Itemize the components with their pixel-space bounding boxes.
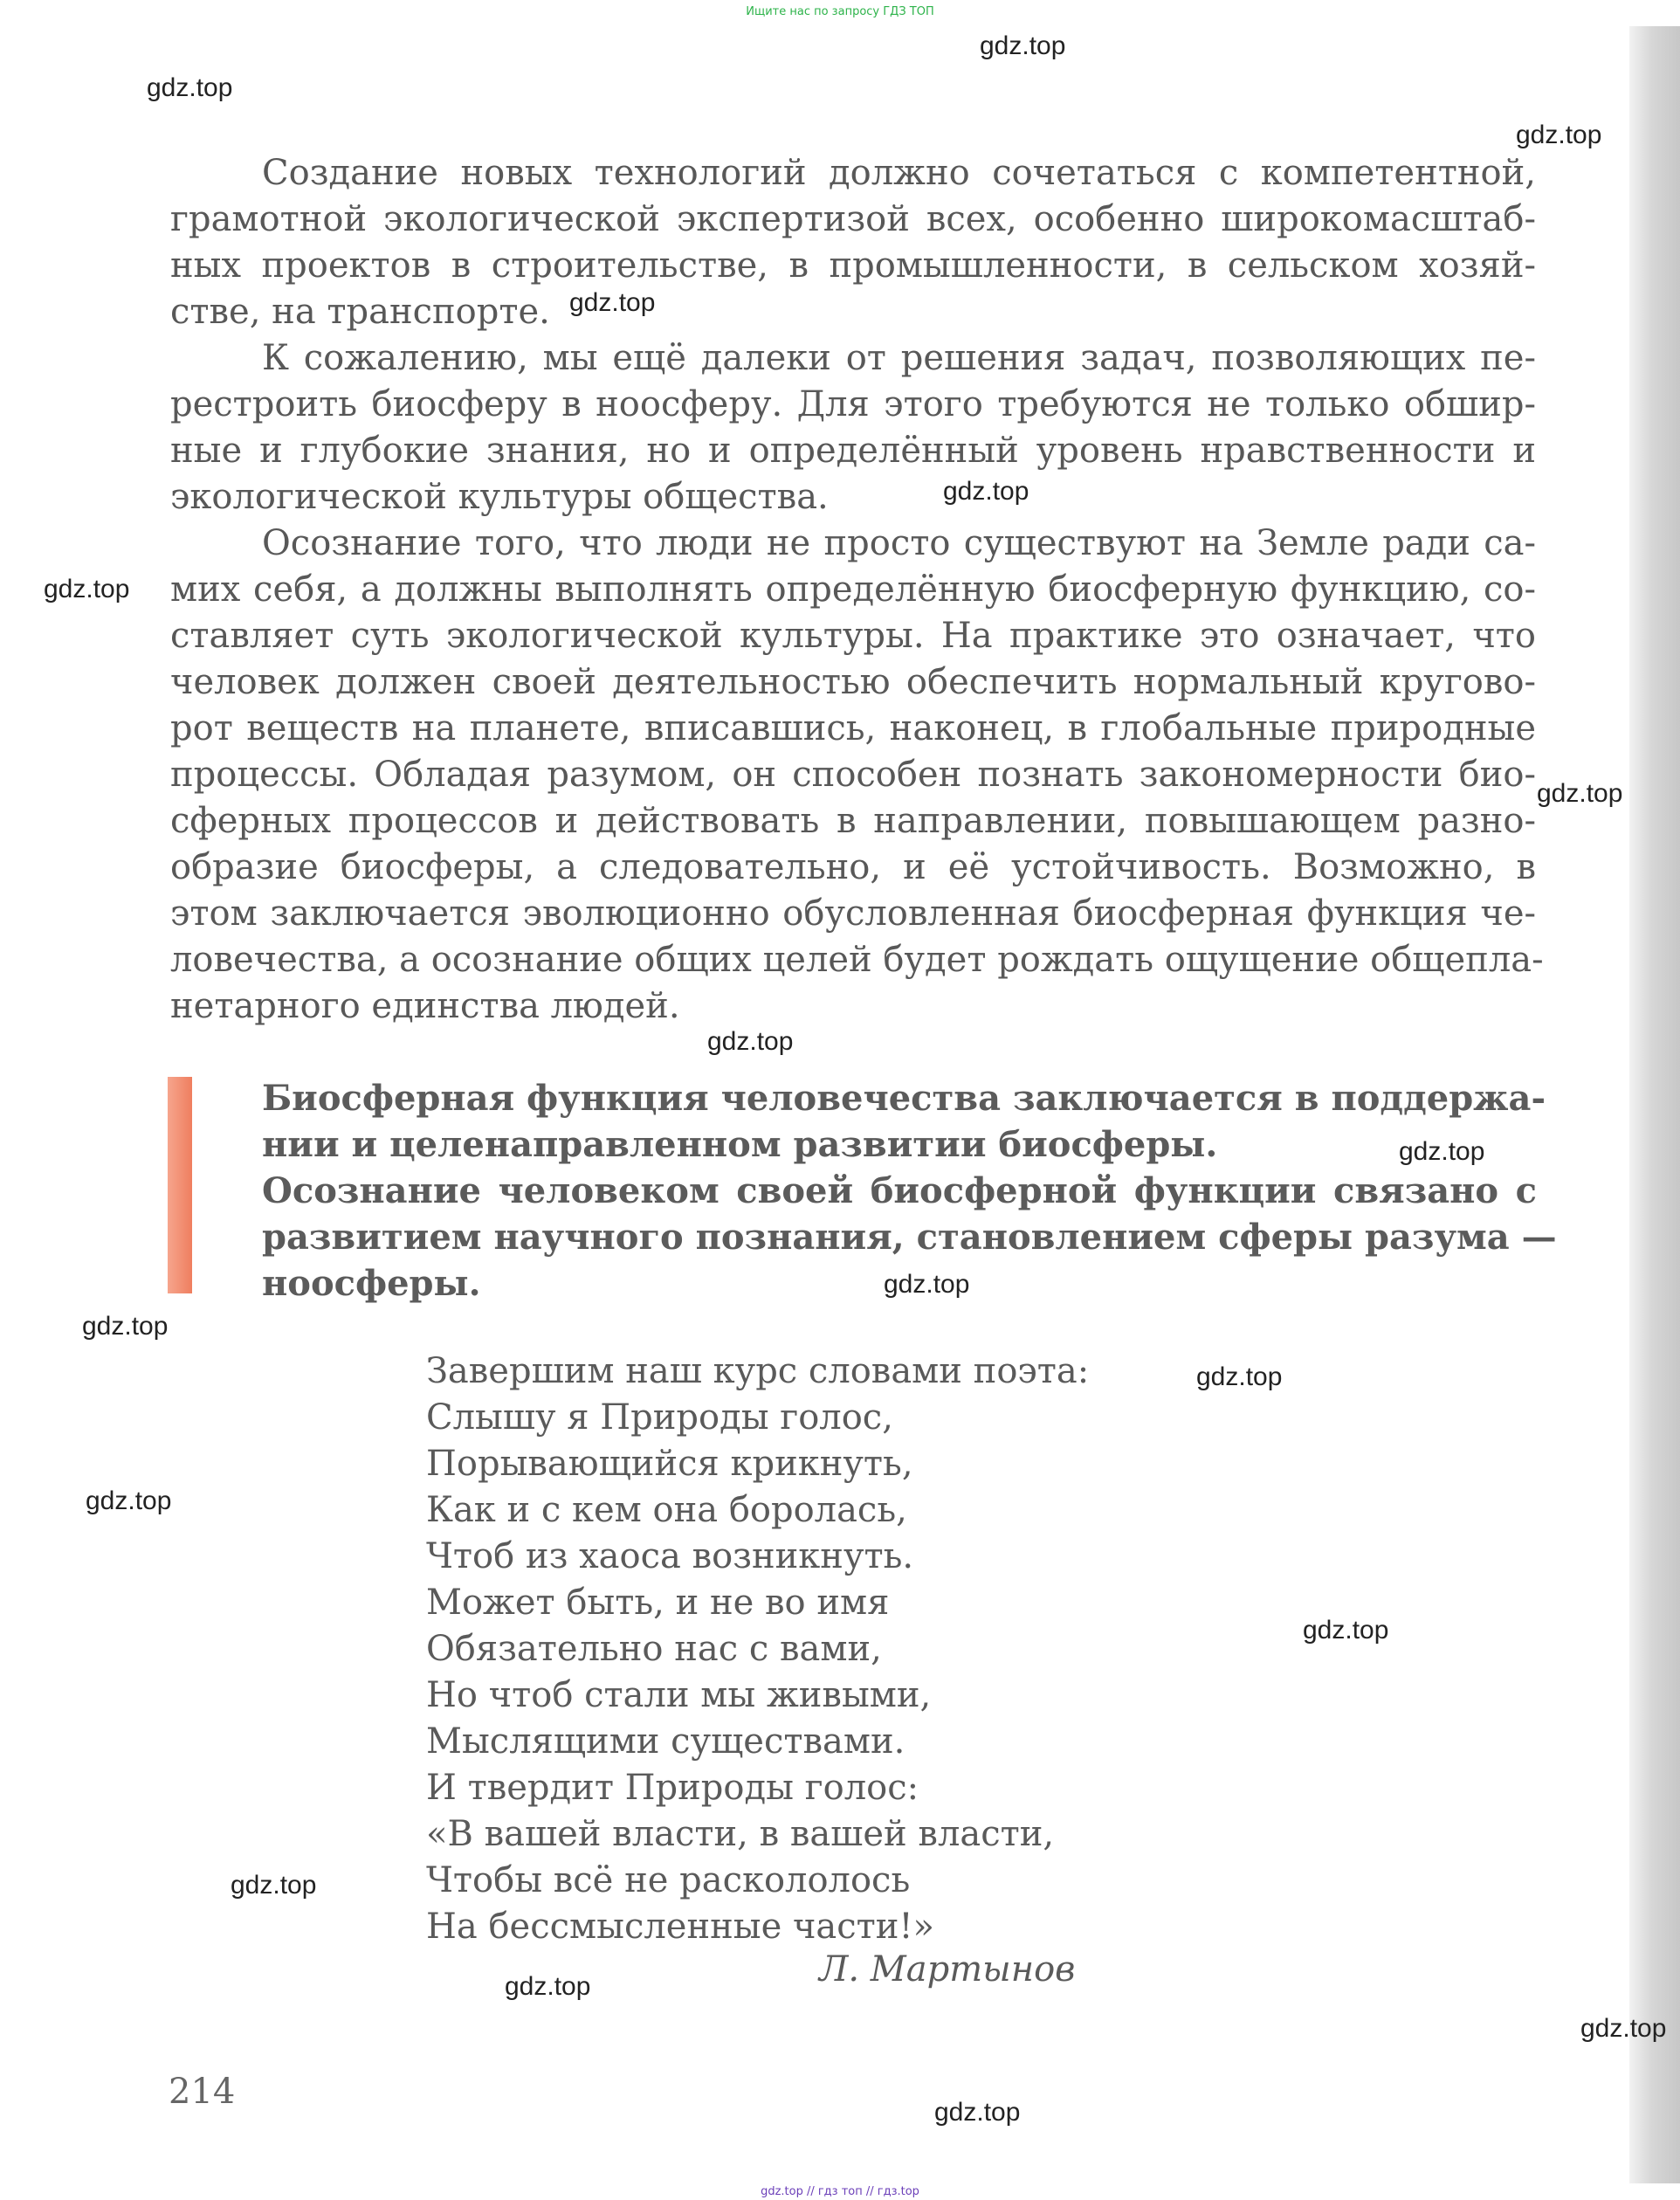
poem-line: Может быть, и не во имя xyxy=(426,1583,890,1623)
poem-line: Чтоб из хаоса возникнуть. xyxy=(426,1536,914,1576)
footer-link[interactable]: gdz.top // гдз топ // гдз.top xyxy=(761,2185,919,2198)
poem-line: Слышу я Природы голос, xyxy=(426,1397,893,1438)
poem-line: На бессмысленные части!» xyxy=(426,1907,935,1947)
text-line: экологической культуры общества. xyxy=(170,477,829,517)
poem-line: Обязательно нас с вами, xyxy=(426,1629,882,1669)
text-line: мих себя, а должны выполнять определённую биосферную функцию, со- xyxy=(170,569,1536,610)
text-line: человек должен своей деятельностью обеспечить нормальный кругово- xyxy=(170,662,1536,702)
text-line: нетарного единства людей. xyxy=(170,986,680,1026)
watermark: gdz.top xyxy=(1537,779,1623,808)
text-line: Осознание того, что люди не просто существуют на Земле ради са- xyxy=(262,523,1536,563)
text-line: этом заключается эволюционно обусловленная биосферная функция че- xyxy=(170,893,1536,934)
paragraph xyxy=(170,521,1544,1030)
watermark: gdz.top xyxy=(934,2098,1021,2127)
text-line: сферных процессов и действовать в направлении, повышающем разно- xyxy=(170,801,1536,841)
text-line: Создание новых технологий должно сочетаться с компетентной, xyxy=(262,153,1536,193)
watermark: gdz.top xyxy=(943,477,1029,506)
key-line: ноосферы. xyxy=(262,1263,481,1304)
watermark: gdz.top xyxy=(82,1312,169,1341)
watermark: gdz.top xyxy=(980,31,1066,60)
page-number: 214 xyxy=(169,2072,236,2112)
text-line: ставляет суть экологической культуры. На практике это означает, что xyxy=(170,616,1536,656)
text-line: процессы. Обладая разумом, он способен познать закономерности био- xyxy=(170,755,1536,795)
key-line: развитием научного познания, становлением сферы разума — xyxy=(262,1217,1557,1258)
text-line: стве, на транспорте. xyxy=(170,292,550,332)
paragraph xyxy=(170,335,1536,521)
text-line: ловечества, а осознание общих целей будет рождать ощущение общепла- xyxy=(170,940,1544,980)
watermark: gdz.top xyxy=(884,1270,970,1299)
watermark: gdz.top xyxy=(1196,1362,1283,1391)
watermark: gdz.top xyxy=(1580,2014,1667,2043)
text-line: образие биосферы, а следовательно, и её устойчивость. Возможно, в xyxy=(170,847,1536,887)
poem-line: Как и с кем она боролась, xyxy=(426,1490,907,1530)
watermark: gdz.top xyxy=(707,1027,794,1056)
page-edge-shadow xyxy=(1629,26,1680,2183)
text-line: К сожалению, мы ещё далеки от решения задач, позволяющих пе- xyxy=(262,338,1536,378)
watermark: gdz.top xyxy=(1516,121,1602,149)
paragraph xyxy=(170,150,1536,335)
header-link[interactable]: Ищите нас по запросу ГДЗ ТОП xyxy=(746,5,934,18)
poem-line: «В вашей власти, в вашей власти, xyxy=(426,1814,1055,1854)
poem xyxy=(426,1348,1089,1950)
text-line: грамотной экологической экспертизой всех, особенно широкомасштаб- xyxy=(170,199,1536,239)
poem-line: И твердит Природы голос: xyxy=(426,1768,919,1808)
watermark: gdz.top xyxy=(1399,1137,1485,1166)
watermark: gdz.top xyxy=(147,73,233,102)
watermark: gdz.top xyxy=(44,575,130,603)
watermark: gdz.top xyxy=(1303,1616,1389,1645)
key-line: нии и целенаправленном развитии биосферы. xyxy=(262,1124,1218,1165)
watermark: gdz.top xyxy=(231,1871,317,1900)
text-line: ные и глубокие знания, но и определённый уровень нравственности и xyxy=(170,431,1536,471)
poem-line: Порывающийся крикнуть, xyxy=(426,1444,913,1484)
poem-line: Но чтоб стали мы живыми, xyxy=(426,1675,932,1715)
text-line: рот веществ на планете, вписавшись, наконец, в глобальные природные xyxy=(170,708,1536,748)
text-line: рестроить биосферу в ноосферу. Для этого требуются не только обшир- xyxy=(170,384,1536,424)
poem-line: Чтобы всё не раскололось xyxy=(426,1860,911,1900)
poem-intro: Завершим наш курс словами поэта: xyxy=(426,1351,1090,1391)
watermark: gdz.top xyxy=(569,288,656,317)
key-line: Биосферная функция человечества заключается в поддержа- xyxy=(262,1078,1546,1119)
poem-line: Мыслящими существами. xyxy=(426,1721,905,1762)
key-line: Осознание человеком своей биосферной функции связано с xyxy=(262,1170,1537,1211)
text-line: ных проектов в строительстве, в промышленности, в сельском хозяй- xyxy=(170,245,1536,286)
highlight-bar xyxy=(168,1077,192,1293)
poem-author: Л. Мартынов xyxy=(819,1949,1076,1990)
watermark: gdz.top xyxy=(86,1486,172,1515)
key-points xyxy=(262,1075,1557,1307)
watermark: gdz.top xyxy=(505,1972,591,2001)
